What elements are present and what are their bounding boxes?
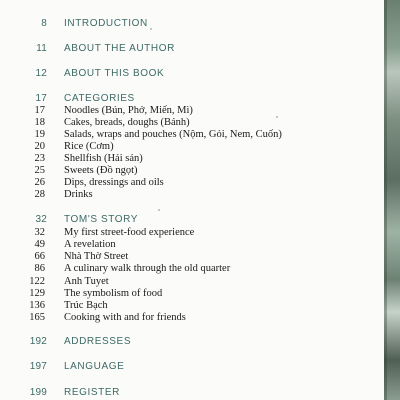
scan-speck [150, 28, 152, 30]
toc-subentry-title: Rice (Cơm) [64, 141, 114, 152]
toc-section-title: ABOUT THE AUTHOR [64, 43, 175, 54]
toc-page-number: 17 [34, 105, 45, 116]
toc-page-number: 8 [41, 18, 47, 29]
toc-page-number: 11 [36, 43, 47, 54]
toc-subentry-title: Shellfish (Hải sản) [64, 153, 143, 164]
toc-subentry-title: Anh Tuyet [64, 276, 109, 287]
scan-speck [158, 209, 160, 211]
toc-section-title: ADDRESSES [64, 336, 132, 347]
book-edge-shadow [384, 0, 387, 400]
toc-entry-toms-story [0, 213, 384, 227]
toc-page-number: 122 [29, 276, 45, 287]
toc-section-title: INTRODUCTION [64, 18, 148, 29]
toc-subentry-title: The symbolism of food [64, 288, 163, 299]
toc-page-number: 26 [34, 177, 45, 188]
toc-page-number: 136 [29, 300, 45, 311]
toc-page-number: 86 [34, 263, 45, 274]
toc-page-number: 199 [29, 387, 47, 398]
toc-section-title: LANGUAGE [64, 361, 125, 372]
toc-page-number: 17 [35, 93, 47, 104]
toc-subentry-title: Cakes, breads, doughs (Bánh) [64, 117, 190, 128]
toc-subentry-title: A revelation [64, 239, 116, 250]
toc-page-number: 18 [34, 117, 45, 128]
toc-subentry [0, 311, 384, 325]
toc-entry-introduction [0, 17, 384, 31]
toc-subentry-title: Dips, dressings and oils [64, 177, 164, 188]
toc-subentry [0, 188, 384, 202]
toc-entry-language [0, 360, 384, 374]
toc-section-title: REGISTER [64, 387, 120, 398]
toc-page-number: 12 [35, 68, 47, 79]
toc-entry-about-this-book [0, 67, 384, 81]
toc-entry-about-the-author [0, 42, 384, 56]
toc-subentry-title: My first street-food experience [64, 227, 195, 238]
toc-page-number: 23 [34, 153, 45, 164]
toc-page-number: 28 [34, 189, 45, 200]
toc-section-title: CATEGORIES [64, 93, 135, 104]
toc-page-number: 20 [34, 141, 45, 152]
toc-section-title: TOM'S STORY [64, 214, 139, 225]
toc-subentry-title: Noodles (Bún, Phở, Miến, Mì) [64, 105, 193, 116]
toc-page-number: 25 [34, 165, 45, 176]
toc-entry-register [0, 386, 384, 400]
toc-page-number: 165 [29, 312, 45, 323]
toc-page-number: 49 [34, 239, 45, 250]
toc-page-number: 129 [29, 288, 45, 299]
toc-subentry-title: Cooking with and for friends [64, 312, 186, 323]
toc-page-number: 32 [35, 214, 47, 225]
toc-page-number: 32 [34, 227, 45, 238]
toc-page-number: 19 [34, 129, 45, 140]
toc-subentry-title: A culinary walk through the old quarter [64, 263, 231, 274]
toc-subentry-title: Nhà Thờ Street [64, 251, 129, 262]
toc-entry-addresses [0, 335, 384, 349]
toc-subentry-title: Trúc Bạch [64, 300, 108, 311]
toc-subentry-title: Drinks [64, 189, 93, 200]
scan-speck [276, 116, 278, 118]
toc-subentry [0, 262, 384, 276]
toc-subentry-title: Salads, wraps and pouches (Nộm, Gỏi, Nem, Cuốn) [64, 129, 282, 140]
toc-section-title: ABOUT THIS BOOK [64, 68, 165, 79]
toc-page-number: 197 [29, 361, 47, 372]
toc-subentry-title: Sweets (Đồ ngọt) [64, 165, 138, 176]
toc-page-number: 66 [34, 251, 45, 262]
toc-page-number: 192 [29, 336, 47, 347]
